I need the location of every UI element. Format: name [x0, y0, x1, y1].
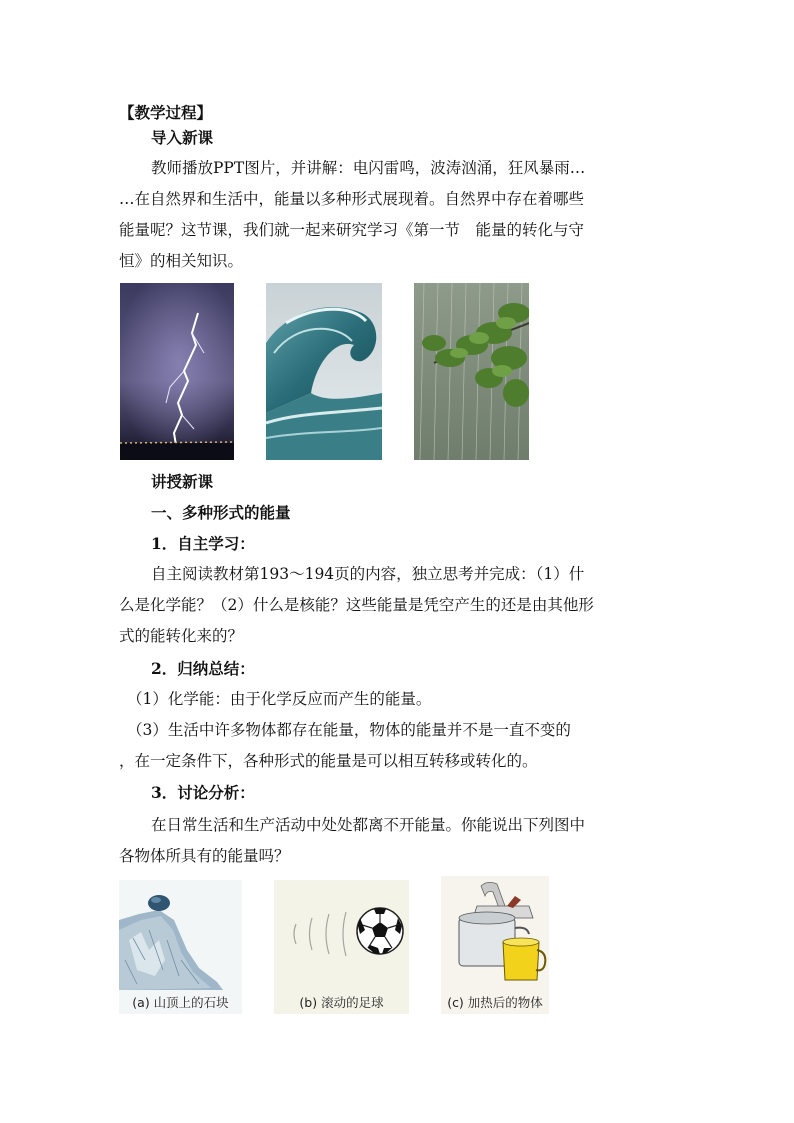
figure-heated-objects	[441, 876, 549, 1014]
step2-line-3: ，在一定条件下，各种形式的能量是可以相互转移或转化的。	[119, 752, 538, 770]
intro-line-1: 教师播放PPT图片，并讲解：电闪雷鸣，波涛汹涌，狂风暴雨…	[151, 159, 586, 177]
step3-title: 3．讨论分析：	[151, 783, 255, 802]
section1-title: 一、多种形式的能量	[151, 503, 291, 522]
step3-line-1: 在日常生活和生产活动中处处都离不开能量。你能说出下列图中	[151, 816, 586, 834]
step2-title: 2．归纳总结：	[151, 659, 255, 678]
step1-line-2: 么是化学能？（2）什么是核能？这些能量是凭空产生的还是由其他形	[119, 596, 594, 614]
figure-rolling-football	[274, 880, 409, 1014]
new-lesson-title: 讲授新课	[151, 472, 214, 491]
step1-line-1: 自主阅读教材第193～194页的内容，独立思考并完成：（1）什	[151, 565, 585, 583]
step1-title: 1．自主学习：	[151, 534, 255, 553]
figure-caption-c: (c) 加热后的物体	[447, 995, 543, 1010]
intro-line-2: …在自然界和生活中，能量以多种形式展现着。自然界中存在着哪些	[119, 190, 585, 208]
figure-caption-a: (a) 山顶上的石块	[132, 995, 229, 1010]
intro-line-3: 能量呢？这节课，我们就一起来研究学习《第一节 能量的转化与守	[119, 221, 585, 239]
step2-line-1: （1）化学能：由于化学反应而产生的能量。	[127, 690, 432, 708]
step1-line-3: 式的能转化来的？	[119, 627, 244, 645]
intro-line-4: 恒》的相关知识。	[119, 252, 244, 270]
rain-tree-photo	[414, 283, 529, 460]
wave-photo	[266, 283, 382, 460]
figure-rock-on-mountain	[119, 880, 242, 1014]
figure-caption-b: (b) 滚动的足球	[299, 995, 384, 1010]
step2-line-2: （3）生活中许多物体都存在能量，物体的能量并不是一直不变的	[127, 721, 571, 739]
section-heading: 【教学过程】	[119, 103, 213, 122]
step3-line-2: 各物体所具有的能量吗？	[119, 847, 290, 865]
intro-title: 导入新课	[151, 128, 214, 147]
lightning-photo	[120, 283, 234, 460]
